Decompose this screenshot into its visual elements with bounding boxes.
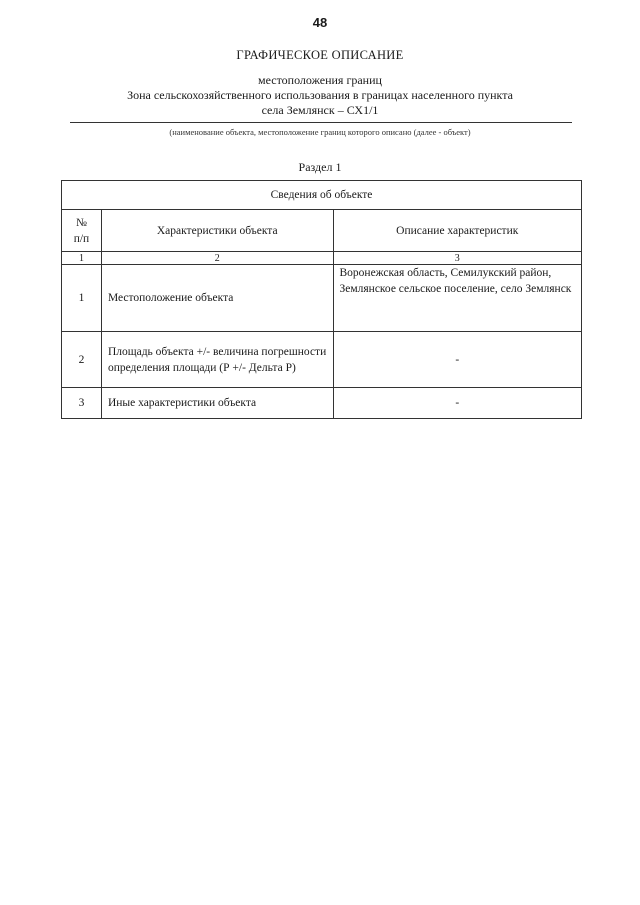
subtitle-line: местоположения границ — [258, 73, 382, 87]
document-title: ГРАФИЧЕСКОЕ ОПИСАНИЕ — [236, 48, 404, 62]
table-header-row — [62, 210, 582, 252]
object-caption: (наименование объекта, местоположение границ которого описано (далее - объект) — [169, 127, 471, 137]
header-number-line: № — [75, 216, 87, 229]
row-number: 3 — [62, 388, 102, 419]
row-number: 2 — [62, 332, 102, 388]
section-title: Раздел 1 — [298, 160, 342, 174]
document-subtitle — [0, 73, 640, 118]
page-number: 48 — [312, 15, 328, 30]
column-numbers-row — [62, 252, 582, 265]
table-row — [62, 388, 582, 419]
header-number-line: п/п — [73, 232, 90, 245]
row-characteristic: Иные характеристики объекта — [101, 388, 333, 419]
table-row — [62, 265, 582, 332]
row-description: - — [333, 388, 582, 419]
table-caption: Сведения об объекте — [62, 181, 582, 210]
header-number — [62, 210, 102, 252]
subtitle-line: Зона сельскохозяйственного использования в границах населенного пункта — [127, 88, 513, 102]
divider-line — [70, 122, 572, 123]
table-row — [62, 332, 582, 388]
table-caption-row — [62, 181, 582, 210]
object-info-table — [61, 180, 582, 419]
subtitle-line: села Землянск – СХ1/1 — [261, 103, 379, 117]
header-characteristics: Характеристики объекта — [101, 210, 333, 252]
row-description: - — [333, 332, 582, 388]
row-number: 1 — [62, 265, 102, 332]
column-number: 2 — [101, 252, 333, 265]
header-description: Описание характеристик — [333, 210, 582, 252]
column-number: 1 — [62, 252, 102, 265]
row-characteristic: Площадь объекта +/- величина погрешности определения площади (Р +/- Дельта Р) — [101, 332, 333, 388]
row-description: Воронежская область, Семилукский район, Землянское сельское поселение, село Землянск — [333, 265, 582, 332]
column-number: 3 — [333, 252, 582, 265]
row-characteristic: Местоположение объекта — [101, 265, 333, 332]
